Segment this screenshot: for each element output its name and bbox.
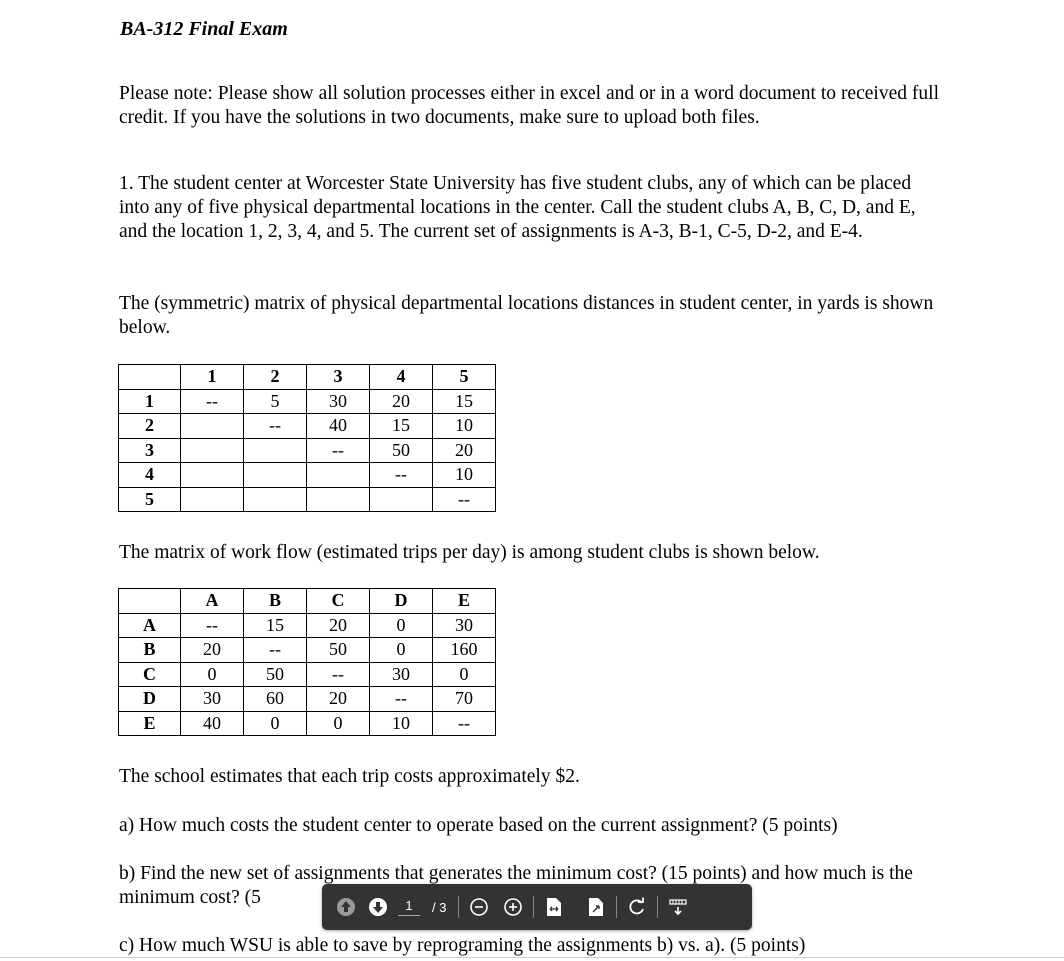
zoom-out-icon (469, 897, 489, 917)
arrow-up-icon (336, 897, 356, 917)
table-cell (181, 463, 244, 488)
rotate-icon (627, 897, 647, 917)
page-total: / 3 (432, 899, 447, 915)
table-cell (244, 438, 307, 463)
table-cell: 0 (370, 638, 433, 663)
page-bottom-border (0, 957, 1064, 958)
table-cell: 30 (307, 389, 370, 414)
table-cell: 40 (181, 711, 244, 736)
table-cell (181, 414, 244, 439)
column-header: E (433, 589, 496, 614)
exam-note: Please note: Please show all solution processes either in excel and or in a word document to received full credit. If you have the solutions in two documents, make sure to upload both files. (119, 83, 939, 128)
table-cell: 0 (433, 662, 496, 687)
row-header: 2 (119, 414, 181, 439)
table-cell: -- (370, 687, 433, 712)
table-cell: 10 (433, 414, 496, 439)
table-cell: -- (181, 613, 244, 638)
table-cell: 10 (370, 711, 433, 736)
table-row (119, 463, 496, 488)
row-header: C (119, 662, 181, 687)
table-cell (181, 487, 244, 512)
table-cell: 30 (433, 613, 496, 638)
table-cell: 30 (370, 662, 433, 687)
table-cell (307, 463, 370, 488)
toolbar-divider (533, 896, 534, 918)
column-header: D (370, 589, 433, 614)
table-cell: 0 (181, 662, 244, 687)
table-cell: 20 (433, 438, 496, 463)
table-cell: -- (307, 662, 370, 687)
arrow-down-icon (368, 897, 388, 917)
table-cell: 30 (181, 687, 244, 712)
row-header: D (119, 687, 181, 712)
question-part-a: a) How much costs the student center to operate based on the current assignment? (5 points) (119, 815, 838, 836)
table-cell: 0 (307, 711, 370, 736)
table-row (119, 687, 496, 712)
distance-matrix-intro: The (symmetric) matrix of physical departmental locations distances in student center, in yards is shown below. (119, 293, 934, 338)
row-header: 4 (119, 463, 181, 488)
column-header: 1 (181, 365, 244, 390)
zoom-out-button[interactable] (465, 893, 493, 921)
next-page-button[interactable] (364, 893, 392, 921)
table-cell: 50 (307, 638, 370, 663)
question-part-b: b) Find the new set of assignments that generates the minimum cost? (15 points) and how much is the minimum cost? (5 (119, 863, 913, 908)
row-header: 1 (119, 389, 181, 414)
table-cell: 50 (370, 438, 433, 463)
table-cell: -- (307, 438, 370, 463)
table-cell: -- (370, 463, 433, 488)
page-number-input[interactable]: 1 (398, 898, 420, 916)
row-header: E (119, 711, 181, 736)
table-row (119, 638, 496, 663)
table-corner-cell (119, 589, 181, 614)
more-icon (668, 897, 688, 917)
table-cell: 20 (181, 638, 244, 663)
flow-matrix-intro: The matrix of work flow (estimated trips per day) is among student clubs is shown below. (119, 542, 820, 563)
table-cell: 20 (307, 613, 370, 638)
flow-matrix-table (118, 588, 496, 736)
table-cell: 15 (244, 613, 307, 638)
column-header: C (307, 589, 370, 614)
table-row (119, 414, 496, 439)
previous-page-button[interactable] (332, 893, 360, 921)
table-cell: 5 (244, 389, 307, 414)
toolbar-divider (458, 896, 459, 918)
question-1-intro: 1. The student center at Worcester State University has five student clubs, any of which can be placed into any of five physical departmental locations in the center. Call the student clubs A, B, C, D, and E, and the location 1, 2, 3, 4, and 5. The current set of assignments is A-3, B-1, C-5, D-2, and E-4. (119, 173, 916, 242)
column-header: 3 (307, 365, 370, 390)
column-header: A (181, 589, 244, 614)
pdf-viewer-toolbar (322, 884, 752, 930)
table-cell (244, 463, 307, 488)
table-cell: 15 (370, 414, 433, 439)
table-cell: 50 (244, 662, 307, 687)
zoom-in-icon (503, 897, 523, 917)
fit-page-icon (587, 897, 605, 917)
row-header: B (119, 638, 181, 663)
table-cell: 70 (433, 687, 496, 712)
table-cell (181, 438, 244, 463)
zoom-in-button[interactable] (499, 893, 527, 921)
column-header: B (244, 589, 307, 614)
table-cell: -- (433, 711, 496, 736)
rotate-button[interactable] (623, 893, 651, 921)
table-cell: -- (433, 487, 496, 512)
toolbar-divider (657, 896, 658, 918)
table-cell: 10 (433, 463, 496, 488)
row-header: 5 (119, 487, 181, 512)
table-cell (370, 487, 433, 512)
fit-page-button[interactable] (582, 893, 610, 921)
distance-matrix-table (118, 364, 496, 512)
row-header: A (119, 613, 181, 638)
table-row (119, 613, 496, 638)
document-title: BA-312 Final Exam (120, 18, 288, 40)
toolbar-divider (616, 896, 617, 918)
column-header: 4 (370, 365, 433, 390)
table-cell: 60 (244, 687, 307, 712)
table-cell: 0 (244, 711, 307, 736)
trip-cost-note: The school estimates that each trip costs approximately $2. (119, 766, 580, 787)
table-cell: 20 (370, 389, 433, 414)
table-cell: 160 (433, 638, 496, 663)
table-cell: -- (244, 414, 307, 439)
column-header: 2 (244, 365, 307, 390)
table-row (119, 662, 496, 687)
table-row (119, 487, 496, 512)
table-row (119, 438, 496, 463)
column-header: 5 (433, 365, 496, 390)
table-corner-cell (119, 365, 181, 390)
table-cell: -- (244, 638, 307, 663)
table-cell (244, 487, 307, 512)
fit-width-button[interactable] (540, 893, 568, 921)
table-cell: 0 (370, 613, 433, 638)
question-part-c: c) How much WSU is able to save by reprograming the assignments b) vs. a). (5 points) (119, 935, 806, 956)
table-cell: 20 (307, 687, 370, 712)
table-cell: -- (181, 389, 244, 414)
table-row (119, 711, 496, 736)
table-cell: 40 (307, 414, 370, 439)
row-header: 3 (119, 438, 181, 463)
table-cell: 15 (433, 389, 496, 414)
fit-width-icon (545, 897, 563, 917)
table-row (119, 389, 496, 414)
more-tools-button[interactable] (664, 893, 692, 921)
table-cell (307, 487, 370, 512)
